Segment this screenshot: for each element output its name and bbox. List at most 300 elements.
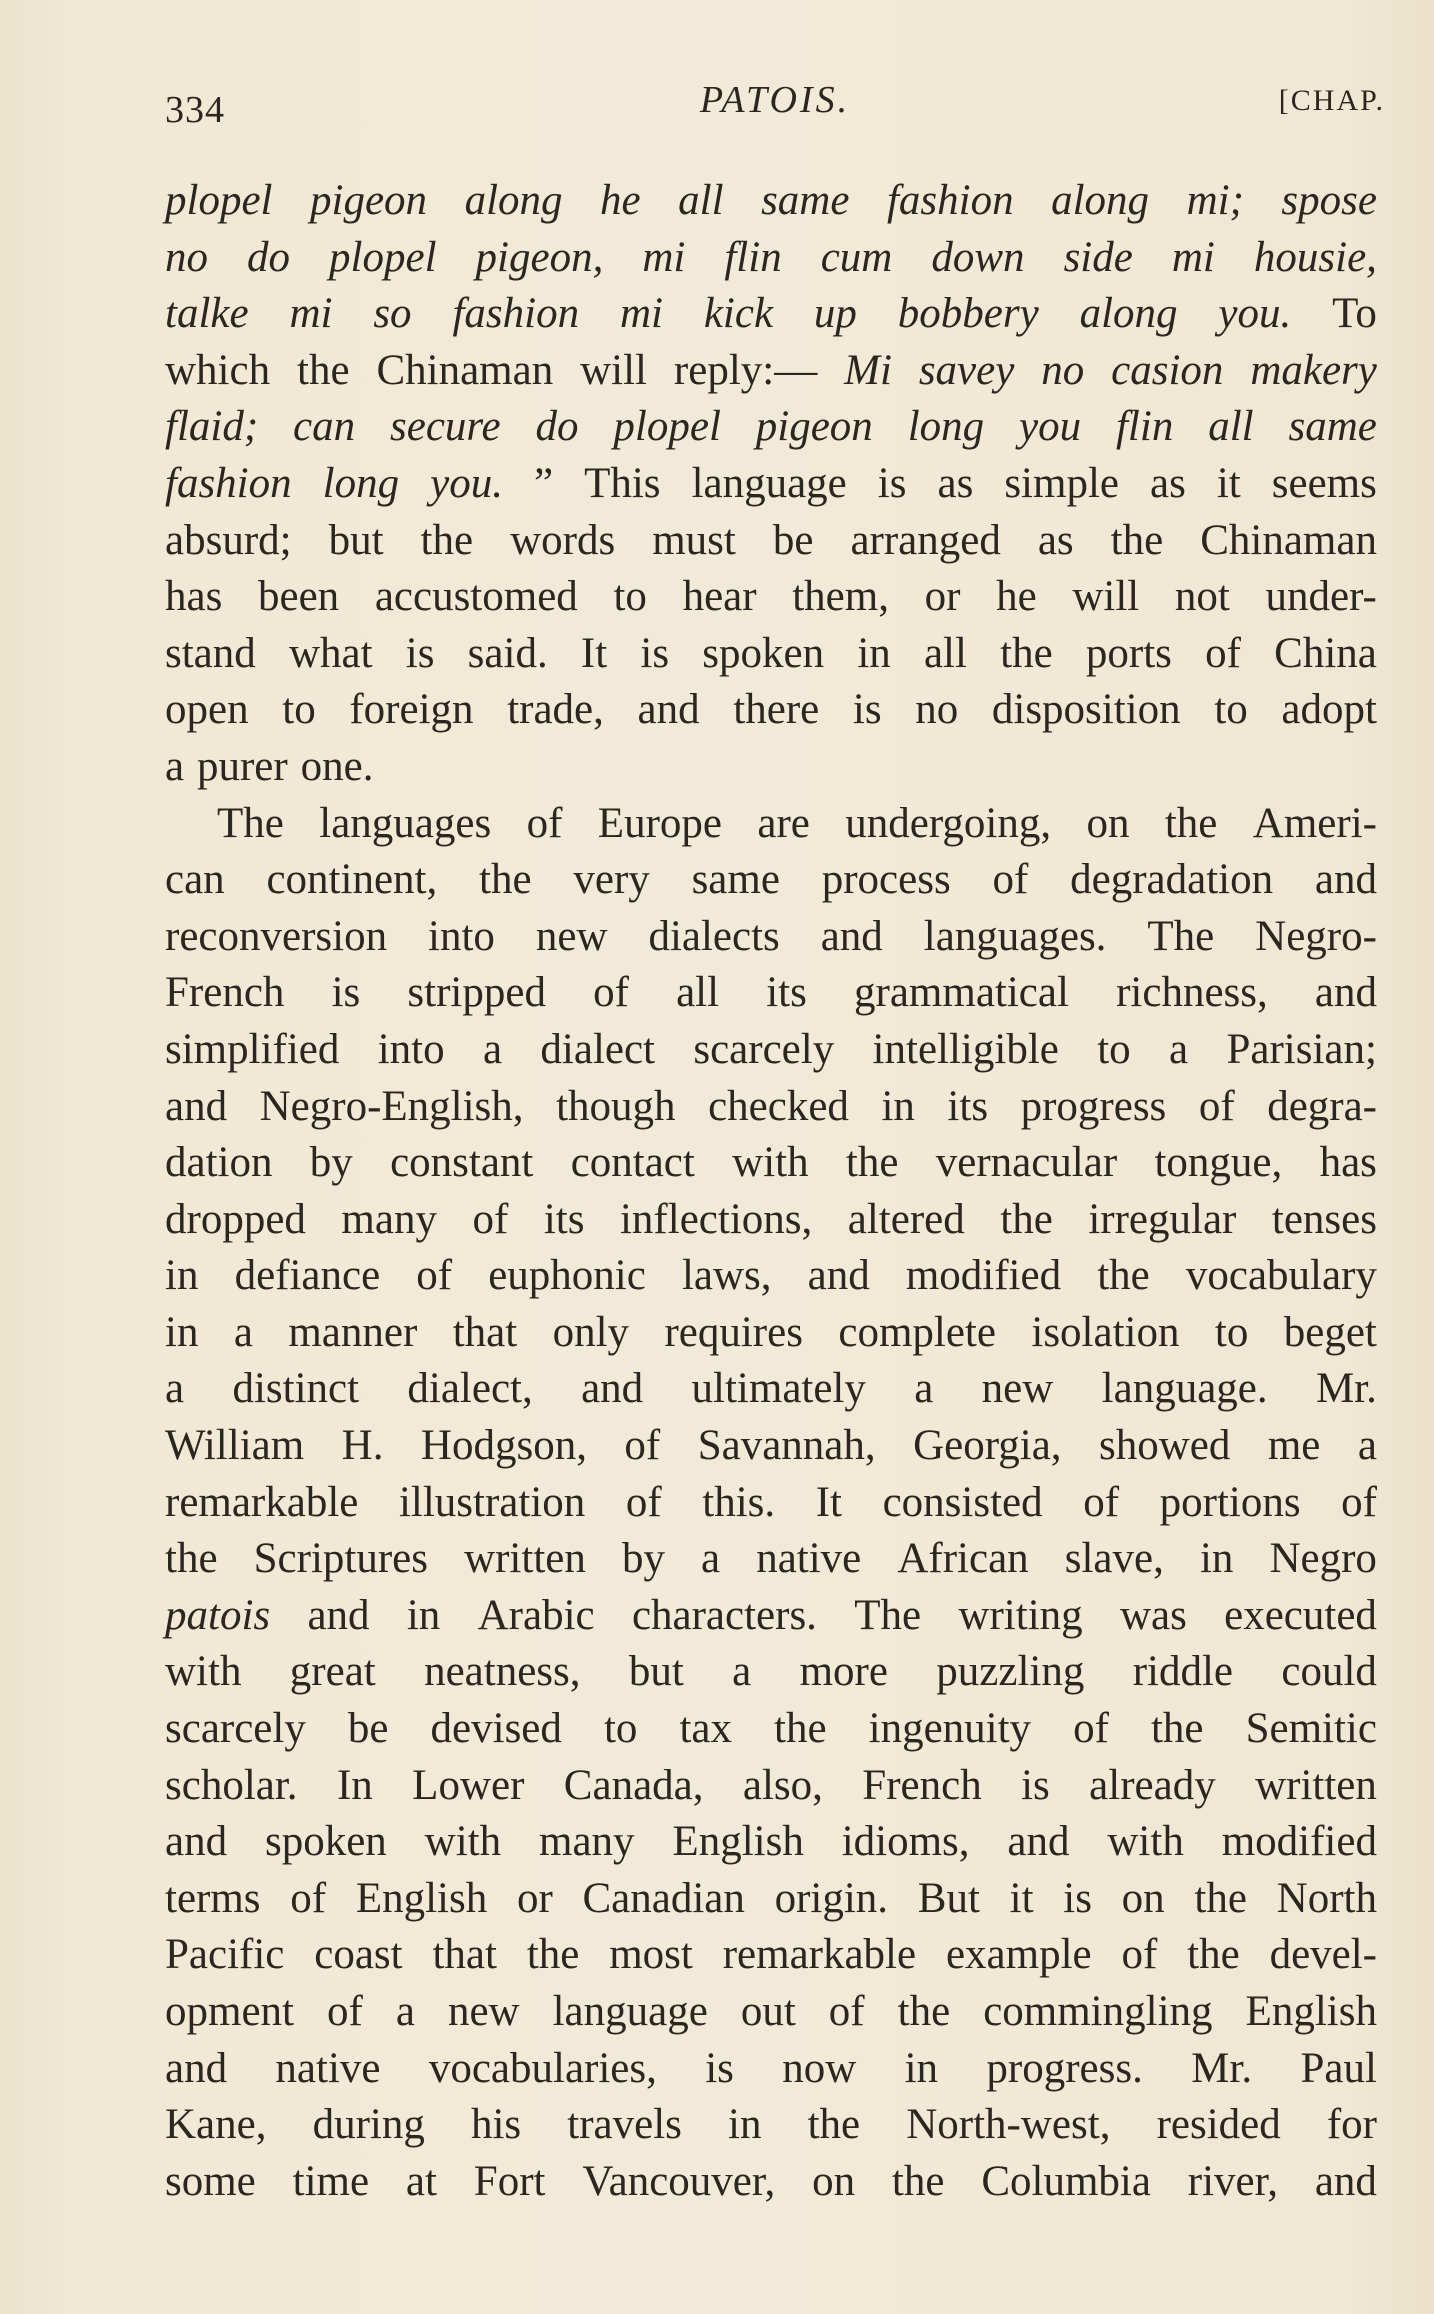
text-line <box>165 1758 1377 1815</box>
word: spoken <box>702 629 825 677</box>
word: and <box>1314 856 1377 904</box>
word: and <box>1314 969 1377 1017</box>
text-line <box>165 1927 1377 1984</box>
word: it <box>1009 1874 1034 1922</box>
word: writing <box>958 1591 1083 1639</box>
word: patois <box>165 1591 271 1639</box>
text-line <box>165 1022 1377 1079</box>
word: modified <box>905 1252 1062 1300</box>
word: a <box>1357 1422 1377 1470</box>
word: is <box>705 2044 734 2092</box>
word: Pacific <box>165 1931 285 1979</box>
word: in <box>165 1308 199 1356</box>
word: idioms, <box>841 1818 970 1866</box>
word: checked <box>708 1082 849 1130</box>
word: Savannah, <box>697 1422 876 1470</box>
word: travels <box>567 2101 682 2149</box>
word: laws, <box>681 1252 772 1300</box>
word: and <box>307 1591 370 1639</box>
word: example <box>945 1931 1092 1979</box>
text-line <box>165 1531 1377 1588</box>
word: reconversion <box>165 912 388 960</box>
word: degradation <box>1070 856 1274 904</box>
word: executed <box>1224 1591 1377 1639</box>
word: some <box>165 2157 256 2205</box>
text-line <box>165 286 1377 343</box>
word: a <box>482 1025 503 1073</box>
word: makery <box>1250 346 1377 394</box>
word: Fort <box>473 2157 546 2205</box>
word: could <box>1281 1648 1377 1696</box>
word: North <box>1276 1874 1377 1922</box>
word: African <box>897 1535 1029 1583</box>
word: Vancouver, <box>582 2157 776 2205</box>
word: the <box>774 1705 827 1753</box>
word: Mr. <box>1315 1365 1377 1413</box>
text-line <box>165 965 1377 1022</box>
word: complete <box>838 1308 996 1356</box>
word: of <box>1205 629 1241 677</box>
text-line <box>165 1588 1377 1645</box>
word: the <box>420 516 474 564</box>
word: languages. <box>923 912 1107 960</box>
word: Lower <box>412 1761 525 1809</box>
word: fashion <box>165 459 292 507</box>
word: accustomed <box>374 573 578 621</box>
word: on <box>812 2157 856 2205</box>
word: illustration <box>398 1478 586 1526</box>
word: Scriptures <box>253 1535 428 1583</box>
word: with <box>1107 1818 1184 1866</box>
word: coast <box>314 1931 403 1979</box>
word: grammatical <box>854 969 1069 1017</box>
text-line <box>165 1984 1377 2041</box>
text-line <box>165 2154 1377 2211</box>
word: there <box>733 686 820 734</box>
word: housie, <box>1253 233 1377 281</box>
word: contact <box>570 1139 695 1187</box>
word: in <box>406 1591 441 1639</box>
word: Chinaman <box>1200 516 1377 564</box>
text-line <box>165 1305 1377 1362</box>
word: showed <box>1098 1422 1231 1470</box>
word: Columbia <box>981 2157 1151 2205</box>
word: isolation <box>1031 1308 1180 1356</box>
word: reply:— <box>673 346 818 394</box>
word: new <box>535 912 608 960</box>
word: flin <box>724 233 782 281</box>
word: arranged <box>850 516 1001 564</box>
word: already <box>1089 1761 1216 1809</box>
word: foreign <box>349 686 474 734</box>
word: of <box>1341 1478 1377 1526</box>
word: progress <box>1020 1082 1167 1130</box>
word: a <box>914 1365 934 1413</box>
word: language. <box>1101 1365 1268 1413</box>
word: as <box>1150 459 1186 507</box>
word: of <box>593 969 629 1017</box>
word: no <box>1041 346 1085 394</box>
word: Semitic <box>1245 1705 1377 1753</box>
word: he <box>600 177 641 224</box>
word: long <box>322 459 400 507</box>
word: is <box>852 686 882 734</box>
word: opment <box>165 1988 294 2035</box>
word: constant <box>390 1139 534 1187</box>
word: irregular <box>1088 1195 1237 1243</box>
word: of <box>828 1988 865 2035</box>
word: neatness, <box>424 1648 581 1696</box>
word: along <box>1079 290 1178 338</box>
word: languages <box>319 799 492 847</box>
word: English <box>355 1874 488 1922</box>
word: Ameri- <box>1252 799 1377 847</box>
word: to <box>613 573 647 621</box>
word: This <box>584 459 661 507</box>
word: pigeon, <box>475 233 604 281</box>
word: along <box>1051 177 1150 224</box>
word: scarcely <box>693 1025 835 1073</box>
word: on <box>1086 799 1130 847</box>
word: the <box>1110 516 1164 564</box>
word: which <box>165 346 271 394</box>
word: its <box>543 1195 585 1243</box>
word: a <box>165 1365 185 1413</box>
word: plopel <box>329 233 437 281</box>
word: dialect <box>540 1025 656 1073</box>
text-line <box>165 569 1377 626</box>
word: Georgia, <box>913 1422 1062 1470</box>
word: by <box>621 1535 665 1583</box>
word: the <box>845 1139 899 1187</box>
word: of <box>327 1988 363 2035</box>
word: the <box>479 856 532 904</box>
word: many <box>341 1195 437 1243</box>
word: it <box>1216 459 1241 507</box>
word: is <box>640 629 670 677</box>
word: seems <box>1271 459 1377 507</box>
word: of <box>624 1422 661 1470</box>
word: as <box>937 459 974 507</box>
word: slave, <box>1064 1535 1164 1583</box>
word: the <box>1000 1195 1053 1243</box>
word: spose <box>1281 177 1377 224</box>
word: to <box>1097 1025 1131 1073</box>
word: new <box>447 1988 520 2035</box>
text-line <box>165 1248 1377 1305</box>
word: resided <box>1156 2101 1281 2149</box>
word: but <box>628 1648 684 1696</box>
word: side <box>1063 233 1133 281</box>
word: to <box>603 1705 638 1753</box>
word: mi <box>1171 233 1215 281</box>
text-line <box>165 513 1377 570</box>
word: of <box>1073 1705 1109 1753</box>
word: that <box>432 1931 497 1979</box>
word: the <box>1150 1705 1204 1753</box>
word: trade, <box>507 686 604 734</box>
word: of <box>290 1874 327 1922</box>
text-line <box>165 852 1377 909</box>
word: of <box>1083 1478 1120 1526</box>
word: dation <box>165 1139 273 1187</box>
word: kick <box>703 290 774 338</box>
word: The <box>1147 912 1215 960</box>
word: vocabularies, <box>428 2044 657 2092</box>
word: its <box>766 969 807 1017</box>
word: in <box>904 2044 939 2092</box>
word: Paul <box>1300 2044 1377 2092</box>
word: all <box>923 629 967 677</box>
word: the <box>1000 629 1053 677</box>
word: Kane, <box>165 2101 267 2149</box>
word: many <box>539 1818 635 1866</box>
word: remarkable <box>165 1478 359 1526</box>
word: process <box>821 856 951 904</box>
word: in <box>881 1082 915 1130</box>
word: his <box>470 2101 522 2149</box>
word: written <box>1255 1761 1377 1809</box>
text-line <box>165 1418 1377 1475</box>
word: plopel <box>613 403 721 451</box>
word: and <box>165 1818 228 1866</box>
word: can <box>165 856 225 904</box>
word: degra- <box>1267 1082 1377 1130</box>
word: time <box>292 2157 370 2205</box>
word: terms <box>165 1874 261 1922</box>
word: words <box>510 516 616 564</box>
word: very <box>573 856 650 904</box>
word: been <box>257 573 340 621</box>
word: of <box>526 799 563 847</box>
word: no <box>165 233 208 281</box>
word: in <box>165 1252 199 1300</box>
word: French <box>862 1761 982 1809</box>
word: and <box>637 686 700 734</box>
word: simple <box>1004 459 1119 507</box>
text-line <box>165 1814 1377 1871</box>
word: during <box>312 2101 425 2149</box>
word: out <box>740 1988 796 2035</box>
word: with <box>165 1648 242 1696</box>
running-title: PATOIS. <box>699 79 851 121</box>
word: H. <box>341 1422 384 1470</box>
word: river, <box>1187 2157 1278 2205</box>
word: altered <box>847 1195 965 1243</box>
word: commingling <box>983 1988 1213 2035</box>
text-line <box>165 626 1377 683</box>
word: portions <box>1159 1478 1301 1526</box>
word: the <box>897 1988 951 2035</box>
word: talke <box>165 290 249 338</box>
word: and <box>807 1252 870 1300</box>
word: all <box>676 969 720 1017</box>
word: Europe <box>597 799 722 847</box>
word: is <box>877 459 907 507</box>
word: simplified <box>165 1025 340 1073</box>
text-line <box>165 230 1377 287</box>
word: characters. <box>631 1591 817 1639</box>
word: Parisian; <box>1226 1025 1377 1073</box>
word: ports <box>1085 629 1172 677</box>
word: for <box>1326 2101 1377 2149</box>
word: one. <box>300 742 374 790</box>
word: dropped <box>165 1195 306 1243</box>
text-line <box>165 1871 1377 1928</box>
word: has <box>165 573 223 621</box>
word: modified <box>1221 1818 1377 1866</box>
word: to <box>1214 1308 1249 1356</box>
word: them, <box>792 573 889 621</box>
word: manner <box>288 1308 418 1356</box>
word: down <box>931 233 1025 281</box>
word: fashion <box>886 177 1014 224</box>
word: new <box>981 1365 1054 1413</box>
text-line <box>165 1079 1377 1136</box>
word: purer <box>196 742 288 790</box>
word: or <box>924 573 961 621</box>
word: not <box>1174 573 1230 621</box>
word: vernacular <box>935 1139 1118 1187</box>
word: has <box>1319 1139 1377 1187</box>
word: It <box>580 629 608 677</box>
word: mi <box>642 233 686 281</box>
word: its <box>947 1082 989 1130</box>
word: ultimately <box>691 1365 866 1413</box>
word: open <box>165 686 249 734</box>
word: be <box>347 1705 389 1753</box>
word: of <box>416 1252 453 1300</box>
text-line <box>165 682 1377 739</box>
text-line <box>165 909 1377 966</box>
text-line <box>165 1135 1377 1192</box>
word: you. <box>430 459 503 507</box>
word: will <box>580 346 648 394</box>
word: me <box>1267 1422 1321 1470</box>
word: in <box>857 629 891 677</box>
word: also, <box>742 1761 823 1809</box>
word: now <box>782 2044 857 2092</box>
word: Canada, <box>563 1761 704 1809</box>
word: is <box>405 629 435 677</box>
word: the <box>297 346 350 394</box>
word: secure <box>390 403 501 451</box>
word: the <box>891 2157 945 2205</box>
word: consisted <box>882 1478 1043 1526</box>
word: casion <box>1111 346 1224 394</box>
word: English <box>672 1818 804 1866</box>
word: all <box>1208 403 1254 451</box>
word: euphonic <box>488 1252 646 1300</box>
word: of <box>625 1478 662 1526</box>
text-line <box>165 739 1377 796</box>
word: great <box>289 1648 376 1696</box>
word: remarkable <box>722 1931 917 1979</box>
word: inflections, <box>619 1195 813 1243</box>
word: that <box>452 1308 518 1356</box>
word: the <box>1097 1252 1150 1300</box>
word: The <box>217 799 284 847</box>
word: China <box>1274 629 1377 677</box>
word: Canadian <box>582 1874 745 1922</box>
word: pigeon <box>755 403 873 451</box>
word: tenses <box>1271 1195 1377 1243</box>
word: only <box>552 1308 630 1356</box>
word: tongue, <box>1154 1139 1283 1187</box>
word: as <box>1037 516 1074 564</box>
word: flaid; <box>165 403 259 451</box>
word: written <box>464 1535 586 1583</box>
word: absurd; <box>165 516 292 564</box>
word: to <box>282 686 316 734</box>
word: native <box>756 1535 862 1583</box>
word: scarcely <box>165 1705 306 1753</box>
word: plopel <box>165 177 273 224</box>
word: up <box>813 290 857 338</box>
word: with <box>732 1139 809 1187</box>
word: you <box>1019 403 1082 451</box>
chapter-mark: [CHAP. <box>1278 84 1385 117</box>
word: do <box>535 403 579 451</box>
word: what <box>288 629 373 677</box>
word: devel- <box>1269 1931 1377 1979</box>
word: devised <box>430 1705 562 1753</box>
word: ingenuity <box>868 1705 1032 1753</box>
word: was <box>1119 1591 1187 1639</box>
word: the <box>1187 1931 1240 1979</box>
word: the <box>1194 1874 1247 1922</box>
text-line <box>165 399 1377 456</box>
word: savey <box>918 346 1015 394</box>
word: English <box>1245 1988 1377 2035</box>
word: though <box>556 1082 676 1130</box>
word: Negro <box>1269 1535 1377 1583</box>
word: do <box>247 233 291 281</box>
word: same <box>761 177 850 224</box>
word: a <box>701 1535 721 1583</box>
word: spoken <box>264 1818 387 1866</box>
word: so <box>373 290 412 338</box>
word: and <box>1314 2157 1377 2205</box>
word: Mi <box>844 346 892 394</box>
word: into <box>428 912 495 960</box>
word: adopt <box>1281 686 1377 734</box>
word: mi <box>619 290 663 338</box>
word: into <box>377 1025 445 1073</box>
word: at <box>405 2157 437 2205</box>
word: stripped <box>407 969 546 1017</box>
word: mi <box>289 290 333 338</box>
word: in <box>1199 1535 1234 1583</box>
word: dialects <box>648 912 780 960</box>
word: cum <box>820 233 893 281</box>
word: to <box>1214 686 1248 734</box>
word: stand <box>165 629 256 677</box>
word: riddle <box>1132 1648 1234 1696</box>
word: To <box>1332 290 1377 338</box>
word: most <box>609 1931 693 1979</box>
word: a <box>165 742 185 790</box>
word: by <box>309 1139 353 1187</box>
word: intelligible <box>872 1025 1059 1073</box>
word: puzzling <box>936 1648 1085 1696</box>
word: can <box>293 403 356 451</box>
word: be <box>772 516 814 564</box>
word: this. <box>702 1478 776 1526</box>
word: scholar. <box>165 1761 298 1809</box>
word: Chinaman <box>376 346 554 394</box>
word: same <box>691 856 780 904</box>
